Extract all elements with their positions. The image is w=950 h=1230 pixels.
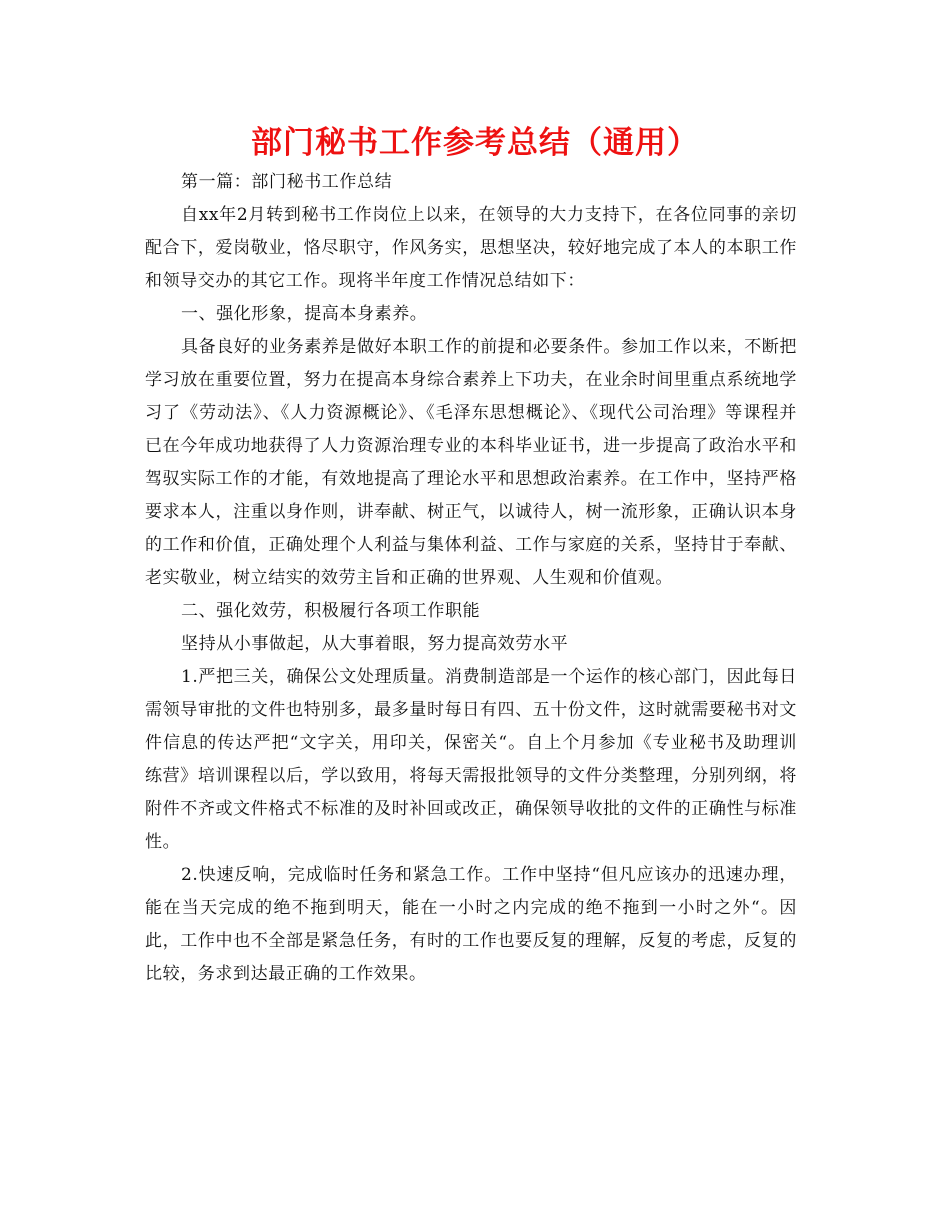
section-heading: 一、强化形象，提高本身素养。 (181, 304, 428, 324)
paragraph: 坚持从小事做起，从大事着眼，努力提高效劳水平 (181, 634, 569, 654)
document-body (145, 166, 797, 991)
section-heading: 二、强化效劳，积极履行各项工作职能 (181, 601, 481, 621)
paragraph: 具备良好的业务素养是做好本职工作的前提和必要条件。参加工作以来，不断把学习放在重要位置，努力在提高本身综合素养上下功夫，在业余时间里重点系统地学习了《劳动法》、《人力资源概论》、《毛泽东思想概论》、《现代公司治理》等课程并已在今年成功地获得了人力资源治理专业的本科毕业证书，进一步提高了政治水平和驾驭实际工作的才能，有效地提高了理论水平和思想政治素养。在工作中，坚持严格要求本人，注重以身作则，讲奉献、树正气，以诚待人，树一流形象，正确认识本身的工作和价值，正确处理个人利益与集体利益、工作与家庭的关系，坚持甘于奉献、老实敬业，树立结实的效劳主旨和正确的世界观、人生观和价值观。 (145, 337, 797, 588)
paragraph: 1.严把三关，确保公文处理质量。消费制造部是一个运作的核心部门，因此每日需领导审批的文件也特别多，最多量时每日有四、五十份文件，这时就需要秘书对文件信息的传达严把“文字关，用印关，保密关“。自上个月参加《专业秘书及助理训练营》培训课程以后，学以致用，将每天需报批领导的文件分类整理，分别列纲，将附件不齐或文件格式不标准的及时补回或改正，确保领导收批的文件的正确性与标准性。 (145, 667, 797, 852)
paragraph: 自xx年2月转到秘书工作岗位上以来，在领导的大力支持下，在各位同事的亲切配合下，爱岗敬业，恪尽职守，作风务实，思想坚决，较好地完成了本人的本职工作和领导交办的其它工作。现将半年度工作情况总结如下： (145, 205, 797, 291)
paragraph: 2.快速反响，完成临时任务和紧急工作。工作中坚持“但凡应该办的迅速办理，能在当天完成的绝不拖到明天，能在一小时之内完成的绝不拖到一小时之外“。因此，工作中也不全部是紧急任务，有时的工作也要反复的理解，反复的考虑，反复的比较，务求到达最正确的工作效果。 (145, 865, 797, 984)
document-title: 部门秘书工作参考总结（通用） (251, 125, 699, 161)
section-heading: 第一篇：部门秘书工作总结 (181, 172, 393, 192)
